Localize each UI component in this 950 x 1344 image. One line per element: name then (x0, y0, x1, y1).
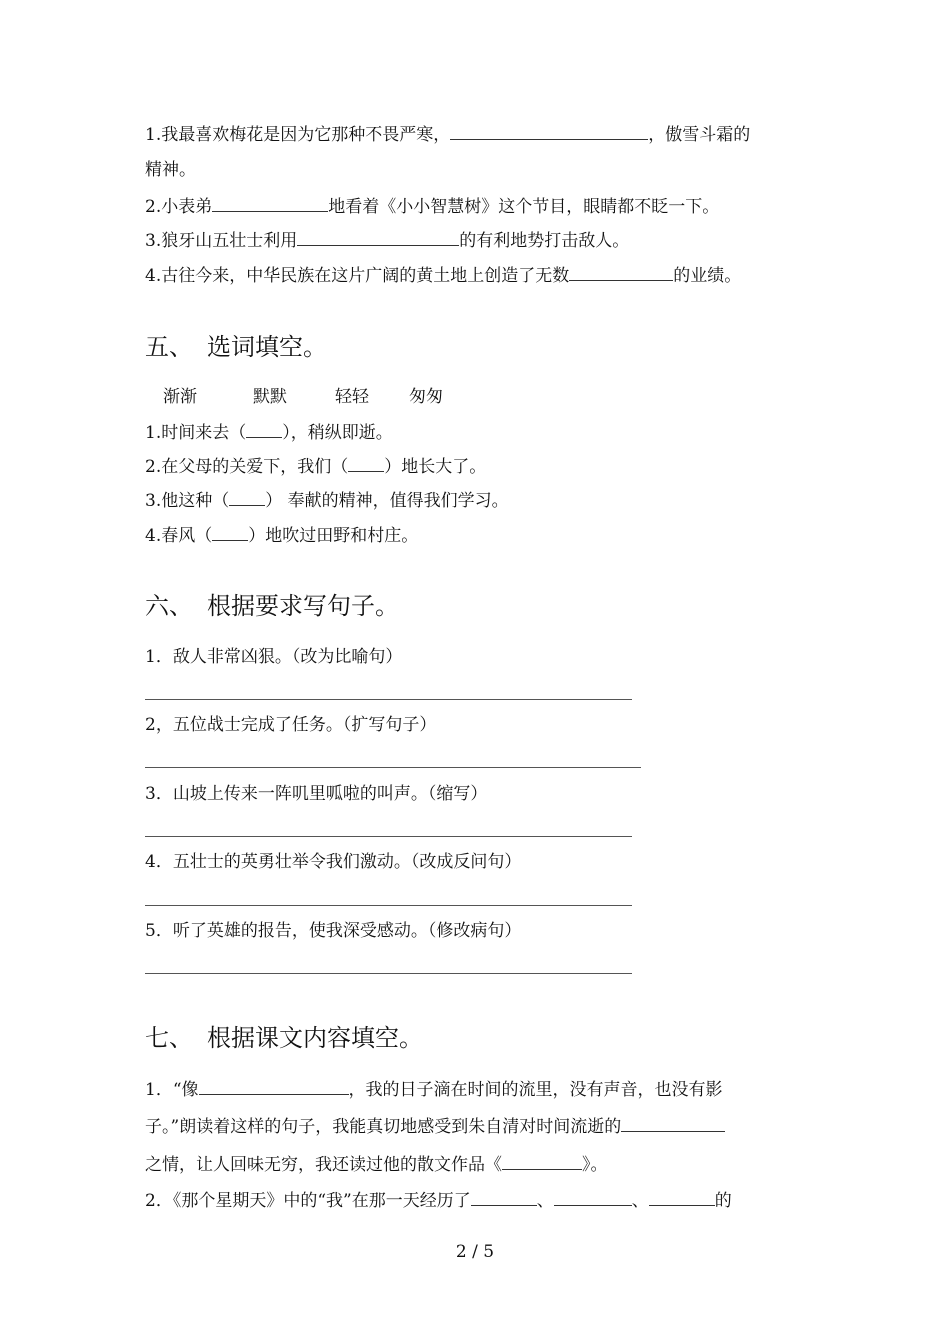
answer-blank[interactable] (569, 264, 673, 281)
word-bank (163, 386, 499, 408)
s4-question-1-cont: 精神。 (145, 160, 196, 180)
page-number: 2 / 5 (455, 1242, 495, 1262)
s4-question-4: 4.古往今来，中华民族在这片广阔的黄土地上创造了无数 的业绩。 (145, 266, 742, 286)
s6-question-1: 1．敌人非常凶狠。（改为比喻句） (145, 647, 403, 667)
s5-question-2: 2.在父母的关爱下，我们（ ）地长大了。 (145, 457, 487, 477)
s5-question-1: 1.时间来去（ ），稍纵即逝。 (145, 423, 393, 443)
word-1: 渐渐 (163, 387, 197, 407)
answer-blank[interactable] (649, 1189, 715, 1206)
section-6-heading: 六、 根据要求写句子。 (145, 592, 399, 620)
answer-blank[interactable] (502, 1153, 582, 1170)
answer-blank[interactable] (297, 229, 459, 246)
answer-line[interactable] (145, 767, 641, 768)
s7-question-2: 2．《那个星期天》中的“我”在那一天经历了 、 、 的 (145, 1191, 732, 1211)
s6-question-5: 5．听了英雄的报告，使我深受感动。（修改病句） (145, 921, 522, 941)
s7-question-1-cont: 子。”朗读着这样的句子，我能真切地感受到朱自清对时间流逝的 (145, 1115, 725, 1138)
answer-line[interactable] (145, 699, 632, 700)
s7-question-1: 1．“像 ，我的日子滴在时间的流里，没有声音，也没有影 (145, 1080, 723, 1100)
word-2: 默默 (253, 387, 287, 407)
answer-blank[interactable] (199, 1078, 349, 1095)
answer-line[interactable] (145, 973, 632, 974)
word-4: 匆匆 (409, 387, 443, 407)
answer-blank[interactable] (450, 123, 648, 140)
s7-question-1-cont2: 之情，让人回味无穷，我还读过他的散文作品《 》。 (145, 1155, 608, 1175)
section-7-heading: 七、 根据课文内容填空。 (145, 1024, 423, 1052)
answer-line[interactable] (145, 905, 632, 906)
s6-question-2: 2，五位战士完成了任务。（扩写句子） (145, 715, 437, 735)
answer-blank[interactable] (621, 1115, 725, 1132)
word-3: 轻轻 (335, 387, 369, 407)
s5-question-3: 3.他这种（ ） 奉献的精神，值得我们学习。 (145, 491, 509, 511)
s5-question-4: 4.春风（ ）地吹过田野和村庄。 (145, 526, 419, 546)
answer-line[interactable] (145, 836, 632, 837)
s6-question-3: 3．山坡上传来一阵叽里呱啦的叫声。（缩写） (145, 784, 488, 804)
answer-blank[interactable] (554, 1189, 632, 1206)
answer-blank[interactable] (348, 455, 384, 472)
answer-blank[interactable] (471, 1189, 537, 1206)
s4-question-2: 2.小表弟 地看着《小小智慧树》这个节目，眼睛都不眨一下。 (145, 197, 720, 217)
s6-question-4: 4．五壮士的英勇壮举令我们激动。（改成反问句） (145, 852, 522, 872)
s4-question-3: 3.狼牙山五壮士利用 的有利地势打击敌人。 (145, 231, 630, 251)
answer-blank[interactable] (229, 489, 265, 506)
answer-blank[interactable] (212, 195, 328, 212)
answer-blank[interactable] (212, 524, 248, 541)
section-5-heading: 五、 选词填空。 (145, 333, 327, 361)
answer-blank[interactable] (246, 421, 282, 438)
s4-question-1: 1.我最喜欢梅花是因为它那种不畏严寒， ，傲雪斗霜的 (145, 125, 751, 145)
